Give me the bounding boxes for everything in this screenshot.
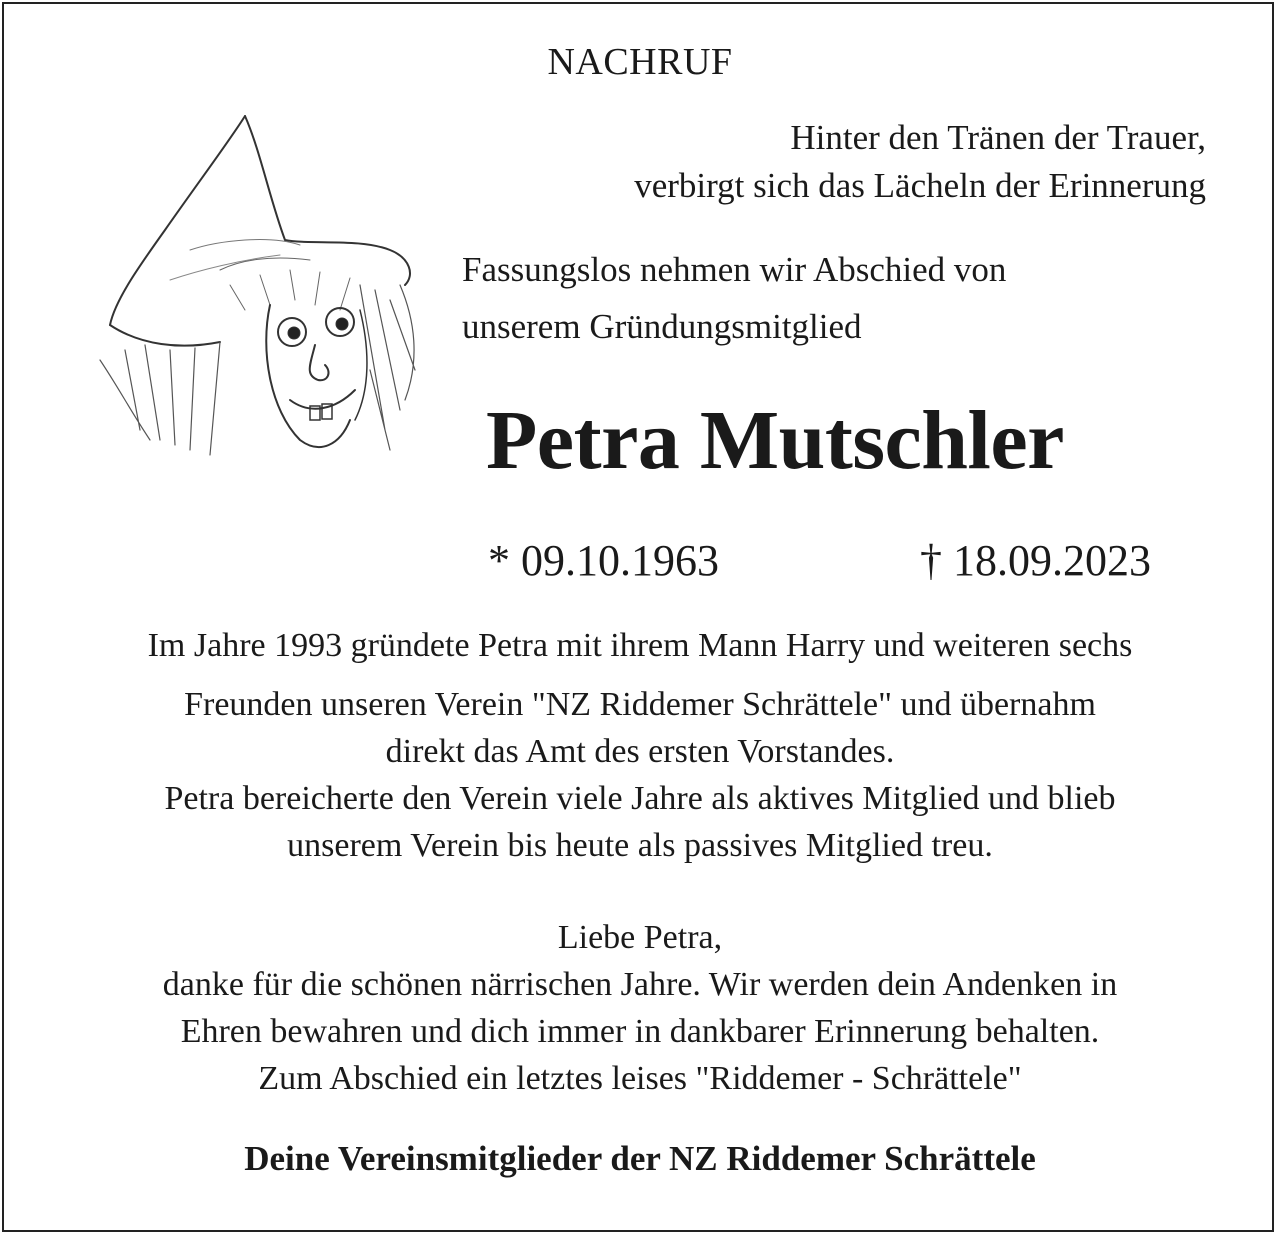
mask-illustration: [70, 110, 440, 470]
farewell-line: Ehren bewahren und dich immer in dankbarer Erinnerung behalten.: [180, 1013, 1100, 1050]
tribute-line: unserem Verein bis heute als passives Mitglied treu.: [287, 827, 993, 864]
intro-line-2: unserem Gründungsmitglied: [462, 307, 862, 346]
birth-date: * 09.10.1963: [488, 536, 719, 585]
header-title: NACHRUF: [547, 41, 733, 83]
signature: Deine Vereinsmitglieder der NZ Riddemer Schrättele: [244, 1139, 1036, 1178]
tribute-line: Petra bereicherte den Verein viele Jahre als aktives Mitglied und blieb: [164, 780, 1116, 817]
death-date: † 18.09.2023: [920, 536, 1151, 585]
intro-line-1: Fassungslos nehmen wir Abschied von: [462, 250, 1007, 289]
tribute-text: [0, 622, 1280, 869]
tribute-line: Im Jahre 1993 gründete Petra mit ihrem Mann Harry und weiteren sechs: [147, 627, 1133, 664]
farewell-line: danke für die schönen närrischen Jahre. Wir werden dein Andenken in: [162, 966, 1118, 1003]
farewell-line: Liebe Petra,: [557, 919, 723, 956]
farewell-line: Zum Abschied ein letztes leises "Riddemer - Schrättele": [258, 1060, 1022, 1097]
motto-line-1: Hinter den Tränen der Trauer,: [790, 118, 1206, 157]
deceased-name: Petra Mutschler: [486, 394, 1064, 487]
farewell-text: [0, 914, 1280, 1102]
motto-line-2: verbirgt sich das Lächeln der Erinnerung: [634, 166, 1206, 205]
tribute-line: Freunden unseren Verein "NZ Riddemer Schrättele" und übernahm: [184, 686, 1096, 723]
motto-quote: [634, 114, 1206, 210]
tribute-line: direkt das Amt des ersten Vorstandes.: [385, 733, 895, 770]
